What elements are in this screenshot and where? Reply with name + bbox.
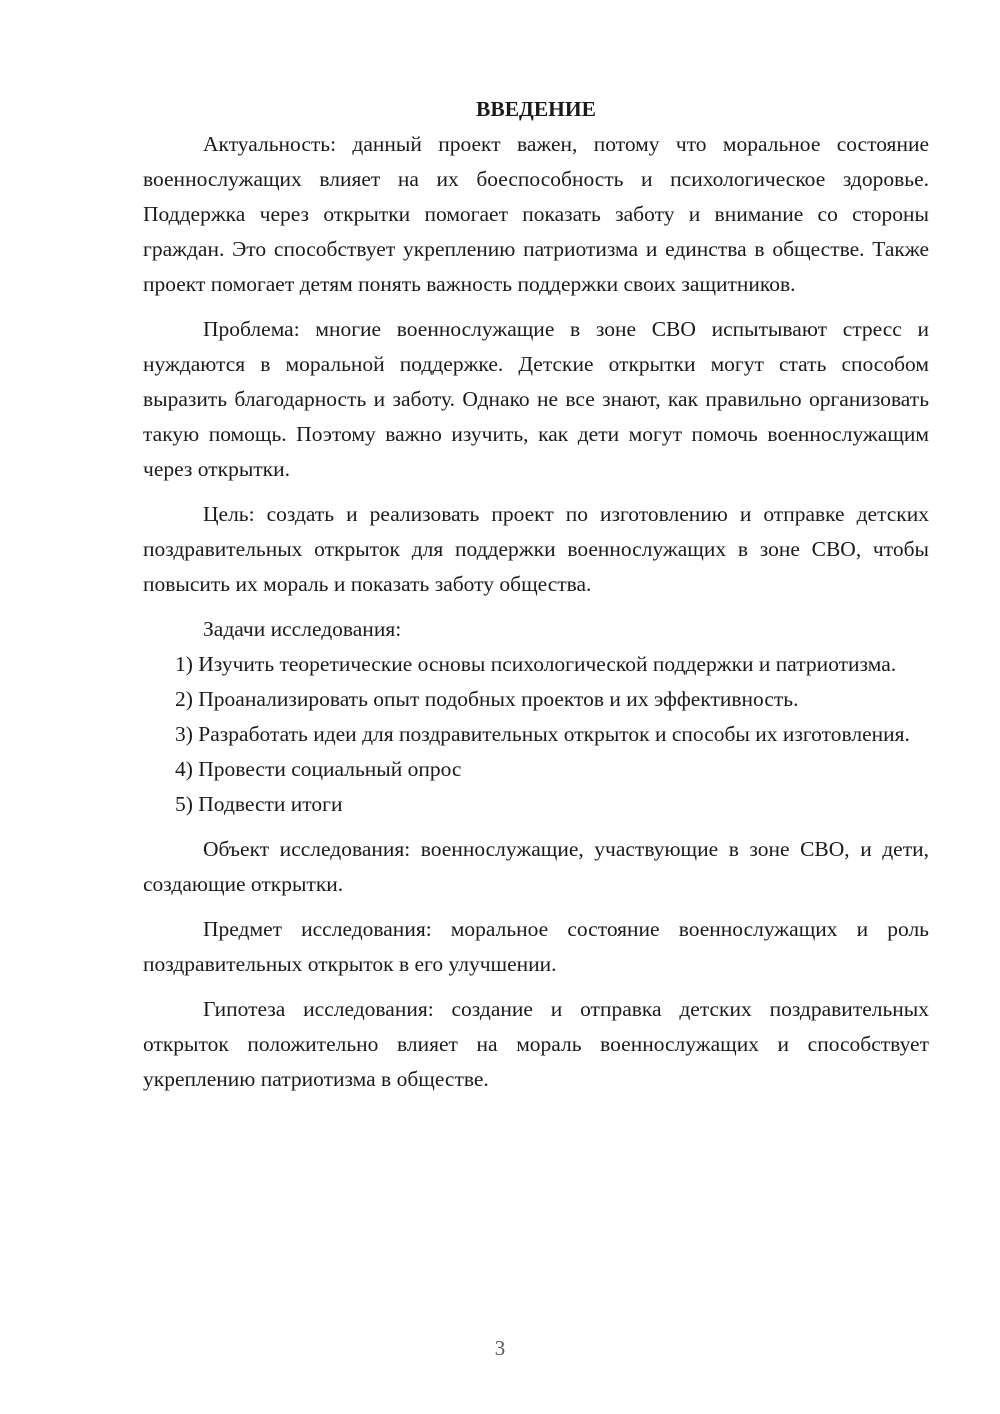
task-item: 3) Разработать идеи для поздравительных открыток и способы их изготовления.	[175, 722, 910, 746]
paragraph-tasks-heading: Задачи исследования:	[203, 617, 402, 641]
paragraph-relevance: Актуальность: данный проект важен, потому что моральное состояние военнослужащих влияет на их боеспособность и психологическое здоровье. Поддержка через открытки помогает показать заботу и внимание со стороны граждан. Это способствует укреплению патриотизма и единства в обществе. Также проект помогает детям понять важность поддержки своих защитников.	[143, 132, 929, 296]
task-item: 1) Изучить теоретические основы психологической поддержки и патриотизма.	[175, 652, 897, 676]
paragraph-subject: Предмет исследования: моральное состояние военнослужащих и роль поздравительных открыток в его улучшении.	[143, 917, 929, 976]
paragraph-problem: Проблема: многие военнослужащие в зоне СВО испытывают стресс и нуждаются в моральной поддержке. Детские открытки могут стать способом выразить благодарность и заботу. Однако не все знают, как правильно организовать такую помощь. Поэтому важно изучить, как дети могут помочь военнослужащим через открытки.	[143, 317, 929, 481]
paragraph-hypothesis: Гипотеза исследования: создание и отправка детских поздравительных открыток положительно влияет на мораль военнослужащих и способствует укреплению патриотизма в обществе.	[143, 997, 929, 1091]
task-item: 2) Проанализировать опыт подобных проектов и их эффективность.	[175, 687, 799, 711]
section-title: ВВЕДЕНИЕ	[476, 97, 596, 121]
paragraph-goal: Цель: создать и реализовать проект по изготовлению и отправке детских поздравительных открыток для поддержки военнослужащих в зоне СВО, чтобы повысить их мораль и показать заботу общества.	[143, 502, 929, 596]
task-item: 5) Подвести итоги	[175, 792, 343, 816]
task-item: 4) Провести социальный опрос	[175, 757, 462, 781]
page-number: 3	[494, 1336, 506, 1360]
document-page	[143, 92, 929, 1097]
paragraph-object: Объект исследования: военнослужащие, участвующие в зоне СВО, и дети, создающие открытки.	[143, 837, 929, 896]
